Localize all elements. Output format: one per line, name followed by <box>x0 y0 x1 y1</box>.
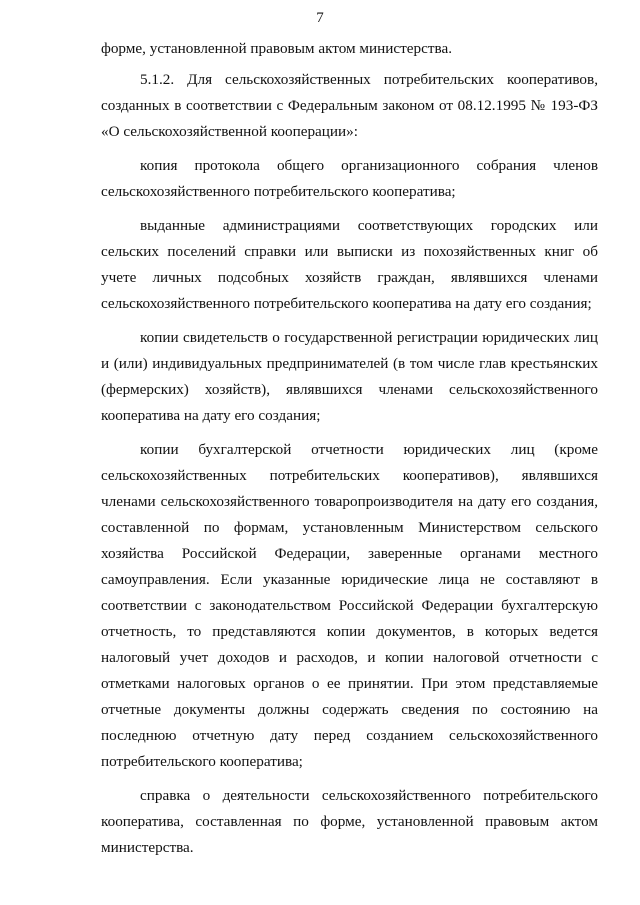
paragraph-continuation: форме, установленной правовым актом министерства. <box>101 40 452 57</box>
document-body <box>101 36 598 861</box>
paragraph-accounting-reports: копии бухгалтерской отчетности юридических лиц (кроме сельскохозяйственных потребительских кооперативов), являвшихся членами сельскохозяйственного товаропроизводителя на дату его создания, составленной по формам, установленным Министерством сельского хозяйства Российской Федерации, заверенные органами местного самоуправления. Если указанные юридические лица не составляют в соответствии с законодательством Российской Федерации бухгалтерскую отчетность, то представляются копии документов, в которых ведется налоговый учет доходов и расходов, и копии налоговой отчетности с отметками налоговых органов о ее принятии. При этом представляемые отчетные документы должны содержать сведения по состоянию на последнюю отчетную дату перед созданием сельскохозяйственного потребительского кооператива; <box>101 441 598 770</box>
paragraph-clause-5-1-2: 5.1.2. Для сельскохозяйственных потребительских кооперативов, созданных в соответствии с Федеральным законом от 08.12.1995 № 193-ФЗ «О сельскохозяйственной кооперации»: <box>101 71 598 140</box>
paragraph-certificates: выданные администрациями соответствующих городских или сельских поселений справки или выписки из похозяйственных книг об учете личных подсобных хозяйств граждан, являвшихся членами сельскохозяйственного потребительского кооператива на дату его создания; <box>101 217 598 312</box>
paragraph-activity-reference: справка о деятельности сельскохозяйственного потребительского кооператива, составленная по форме, установленной правовым актом министерства. <box>101 787 598 856</box>
paragraph-protocol-copy: копия протокола общего организационного собрания членов сельскохозяйственного потребительского кооператива; <box>101 157 598 200</box>
paragraph-registration-copies: копии свидетельств о государственной регистрации юридических лиц и (или) индивидуальных предпринимателей (в том числе глав крестьянских (фермерских) хозяйств), являвшихся членами сельскохозяйственного кооператива на дату его создания; <box>101 329 598 424</box>
page-number: 7 <box>316 10 324 26</box>
